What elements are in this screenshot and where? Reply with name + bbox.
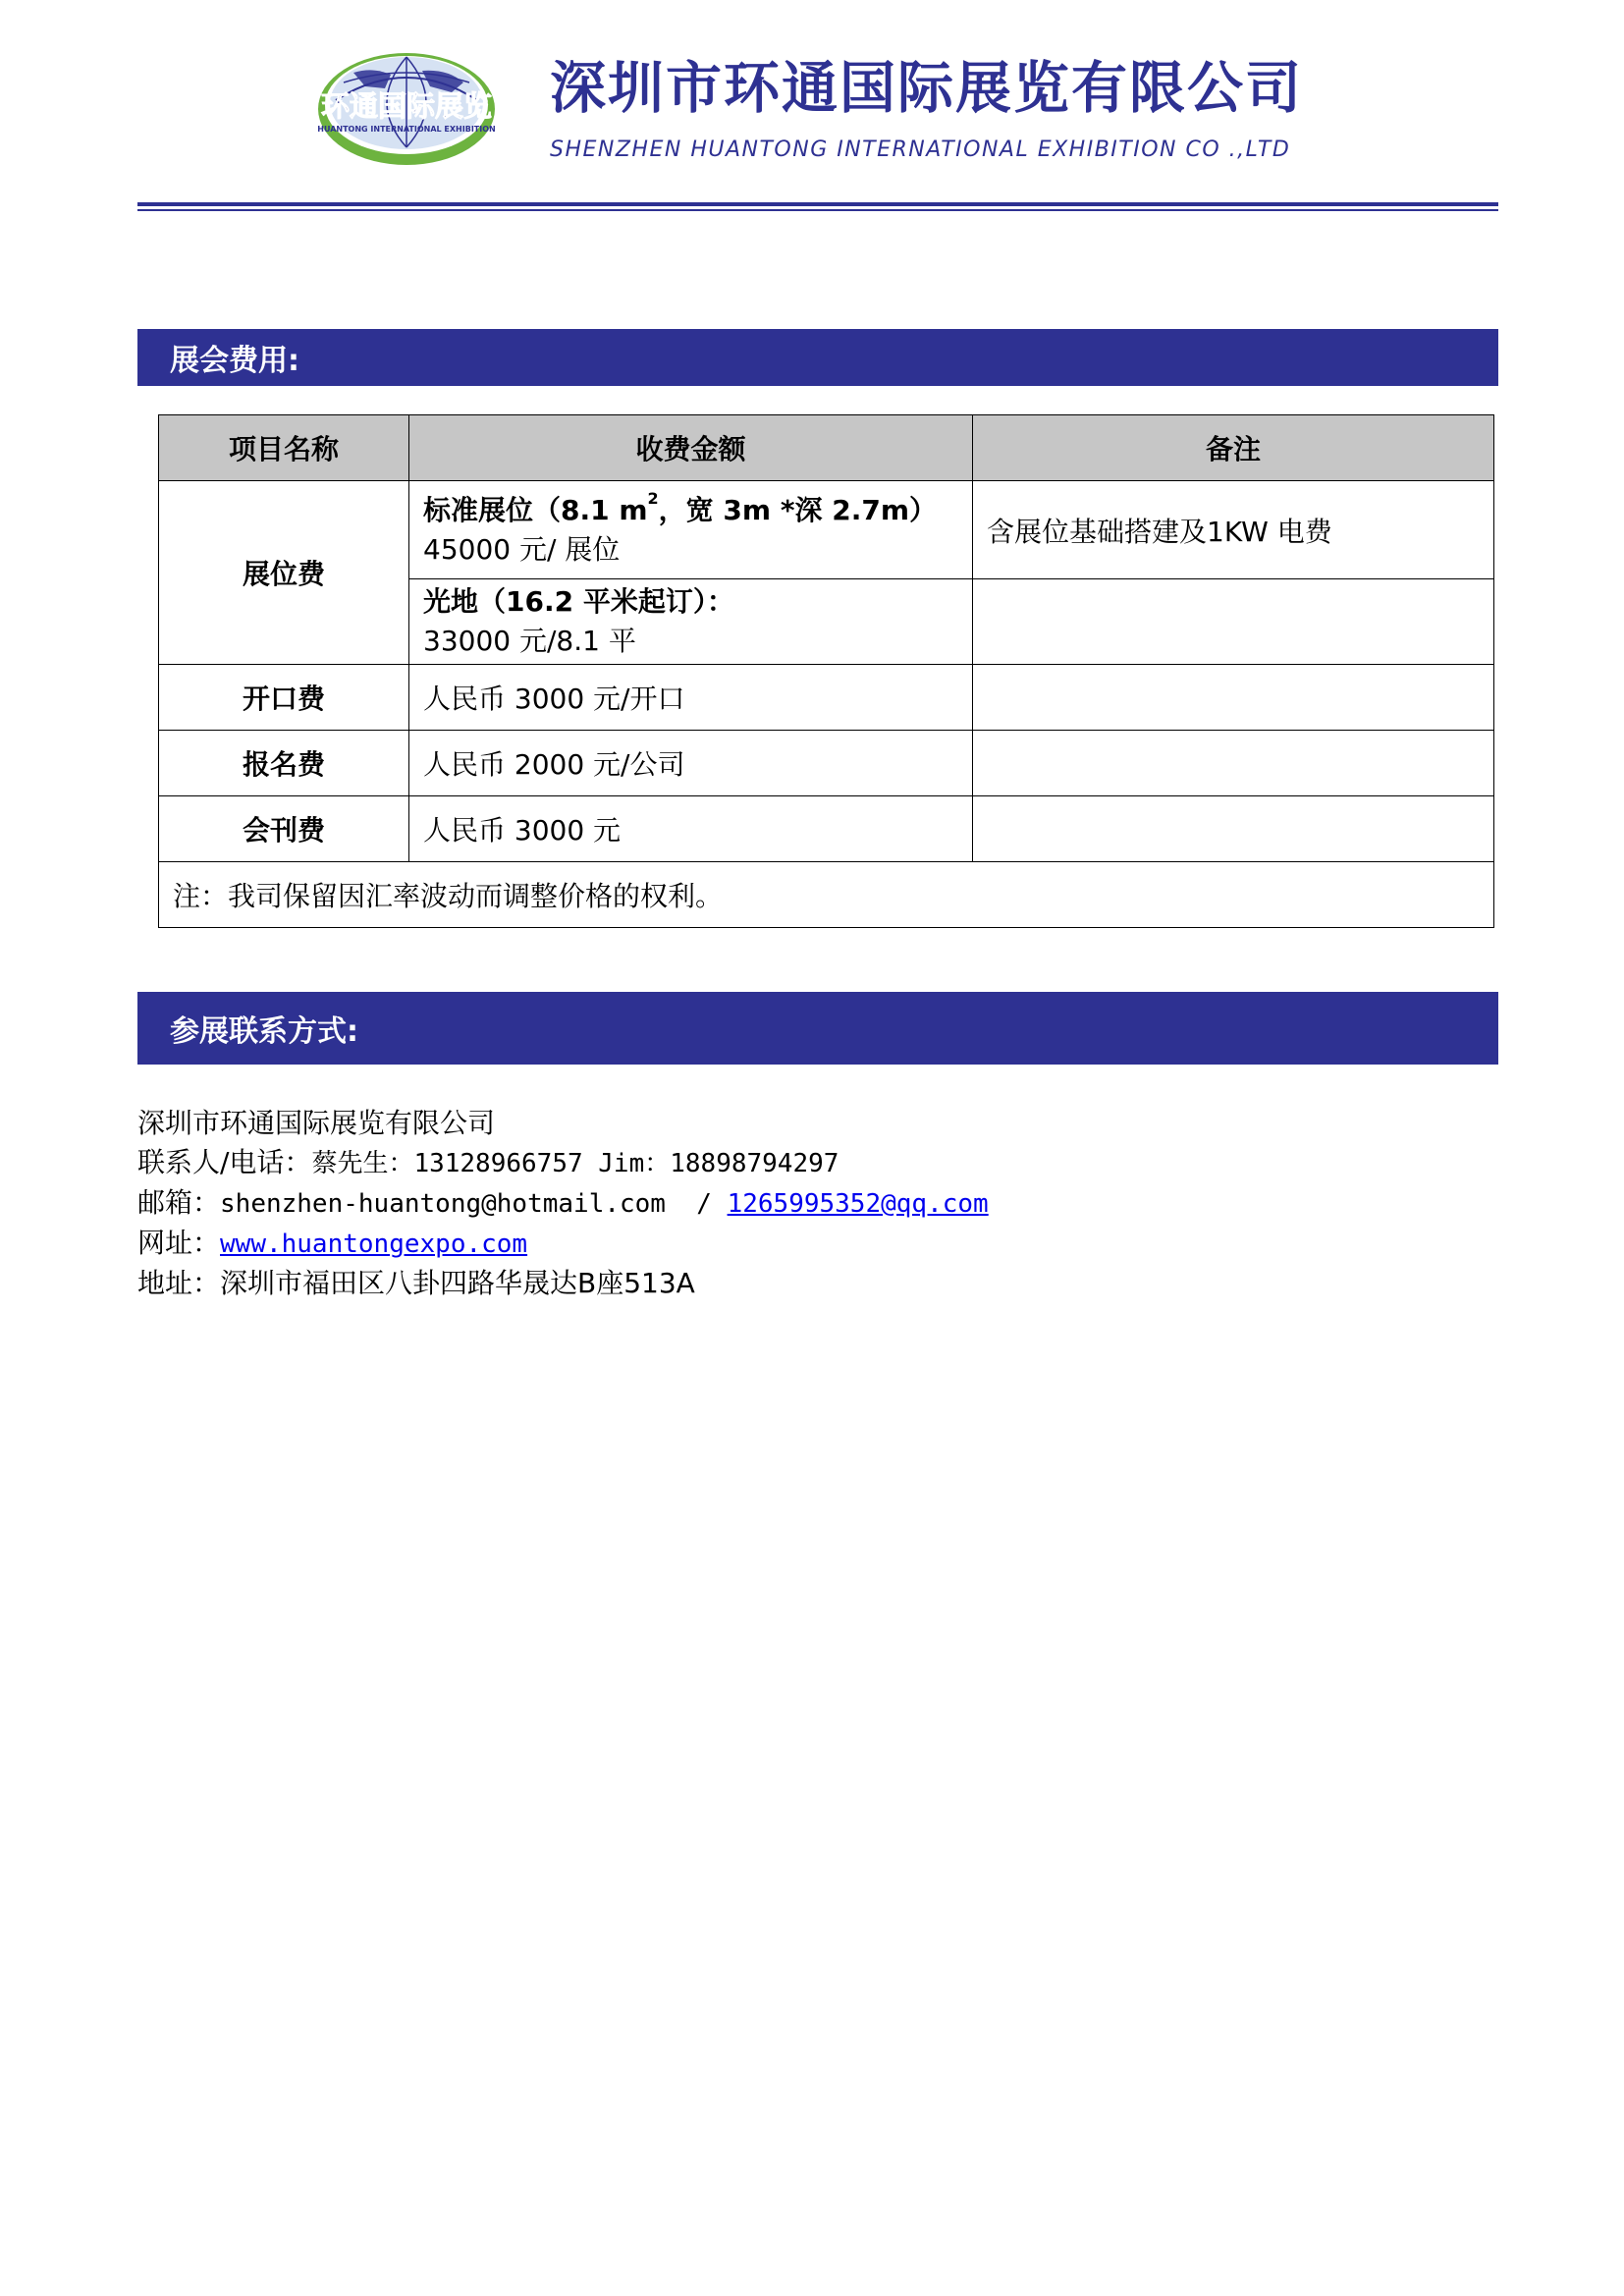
opening-fee-note [973,665,1494,731]
table-header-row [159,415,1494,481]
contact-website: 网址：www.huantongexpo.com [137,1227,528,1259]
standard-booth-cell [409,481,973,579]
raw-space-cell [409,579,973,665]
fee-table [158,414,1494,928]
header-rule-thin [137,209,1498,211]
fees-section-title: 展会费用: [137,329,1498,386]
company-name-en: SHENZHEN HUANTONG INTERNATIONAL EXHIBITION CO .,LTD [550,137,1291,162]
logo-text-cn: 环通国际展览 [320,89,493,123]
catalog-fee-note [973,796,1494,862]
table-footnote-row [159,862,1494,928]
standard-booth-note: 含展位基础搭建及1KW 电费 [973,481,1494,579]
raw-space-price: 33000 元/8.1 平 [423,625,636,657]
table-footnote: 注：我司保留因汇率波动而调整价格的权利。 [159,862,1494,928]
registration-fee-label: 报名费 [159,731,409,796]
table-row [159,796,1494,862]
contact-info [137,1104,989,1303]
table-row [159,665,1494,731]
globe-logo-icon [314,49,499,169]
header-amount: 收费金额 [409,415,973,481]
catalog-fee-amount: 人民币 3000 元 [409,796,973,862]
registration-fee-amount: 人民币 2000 元/公司 [409,731,973,796]
raw-space-note [973,579,1494,665]
contact-section-title: 参展联系方式: [137,992,1498,1065]
header-note: 备注 [973,415,1494,481]
opening-fee-amount: 人民币 3000 元/开口 [409,665,973,731]
table-row [159,731,1494,796]
company-name-cn: 深圳市环通国际展览有限公司 [550,56,1303,121]
header-rule-thick [137,202,1498,206]
contact-email: 邮箱：shenzhen-huantong@hotmail.com / 1265995352@qq.com [137,1186,989,1219]
catalog-fee-label: 会刊费 [159,796,409,862]
contact-company: 深圳市环通国际展览有限公司 [137,1107,496,1139]
contact-address: 地址：深圳市福田区八卦四路华晟达B座513A [137,1267,695,1299]
contact-phone: 联系人/电话：蔡先生：13128966757 Jim：18898794297 [137,1146,839,1178]
raw-space-title: 光地（16.2 平米起订）： [423,585,734,618]
table-row [159,481,1494,579]
standard-booth-price: 45000 元/ 展位 [423,532,621,566]
website-link[interactable]: www.huantongexpo.com [220,1230,528,1259]
booth-fee-label: 展位费 [159,481,409,665]
company-logo [314,49,499,169]
opening-fee-label: 开口费 [159,665,409,731]
registration-fee-note [973,731,1494,796]
header-item-name: 项目名称 [159,415,409,481]
standard-booth-title: 标准展位（8.1 $m^2$，宽 3m *深 2.7m） [423,488,937,526]
email-link[interactable]: 1265995352@qq.com [727,1189,989,1219]
logo-text-en: HUANTONG INTERNATIONAL EXHIBITION [317,125,496,134]
